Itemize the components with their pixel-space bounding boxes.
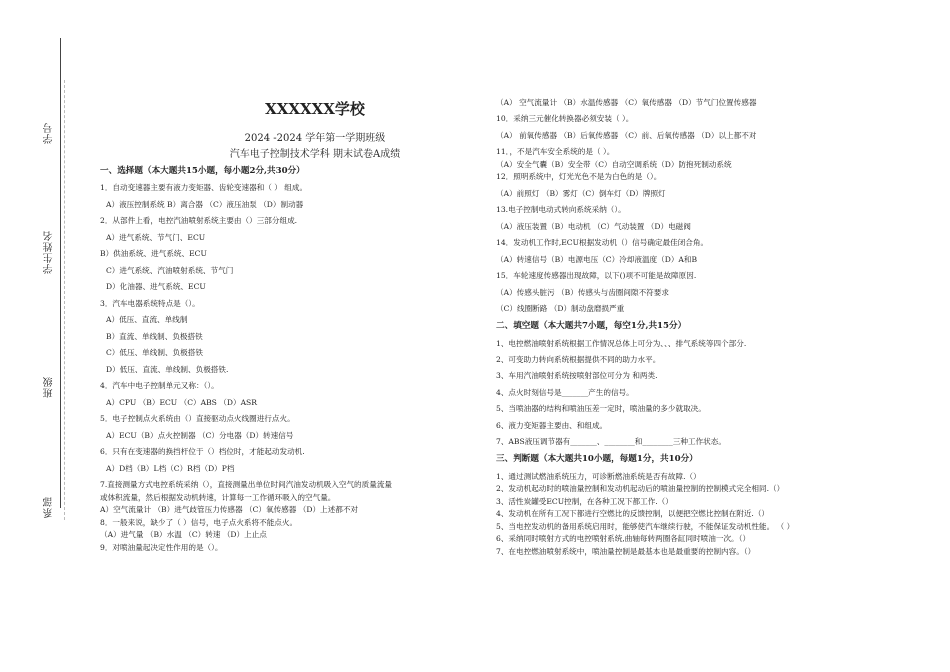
- question-line: 或体积流量，然后根据发动机转速，计算每一工作循环吸入的空气量。: [100, 492, 336, 502]
- question-line: 7.直接测量方式电控系统采纳（），直接测量出单位时间汽油发动机吸入空气的质量流量: [100, 480, 393, 490]
- question-line: 14．发动机工作时,ECU根据发动机（）信号确定最佳闭合角。: [496, 238, 709, 248]
- question-line: 1、电控燃油喷射系统根据工作情况总体上可分为、、、排气系统等四个部分.: [496, 338, 747, 348]
- question-line: B）直流、单线制、负极搭铁: [106, 331, 203, 341]
- question-line: C）进气系统、汽油喷射系统、节气门: [106, 265, 234, 275]
- question-line: D）低压、直流、单线制、负极搭铁.: [106, 364, 229, 374]
- question-line: B）供油系统、进气系统、ECU: [100, 249, 207, 259]
- question-line: 1．自动变速器主要有液力变矩器、齿轮变速器和（ ） 组成。: [100, 183, 308, 193]
- question-line: 9．对喷油量起决定性作用的是（）。: [100, 542, 223, 552]
- question-line: （A）液压装置（B）电动机 （C）气动装置 （D）电磁阀: [496, 221, 691, 231]
- question-line: 5、当电控发动机的备用系统启用时，能够使汽车继续行驶，不能保证发动机性能。 （ ）: [496, 521, 795, 531]
- question-line: A）空气流量计 （B）进气歧管压力传感器 （C）氧传感器 （D）上述都不对: [100, 505, 359, 515]
- class-label: 班级: [44, 376, 55, 398]
- term-line: 2024 -2024 学年第一学期班级: [244, 132, 386, 144]
- question-line: （A）进气量 （B）水温 （C）转速 （D）上止点: [100, 530, 267, 540]
- question-line: （A） 空气流量计 （B）水温传感器 （C）氧传感器 （D）节气门位置传感器: [496, 98, 757, 107]
- right-question-list: [496, 98, 926, 556]
- question-line: 8．一般来说，缺少了（ ）信号，电子点火系将不能点火。: [100, 517, 298, 527]
- question-line: 3．汽车电器系统特点是（）。: [100, 298, 200, 308]
- question-line: 4．汽车中电子控制单元又称：（）。: [100, 381, 219, 391]
- question-line: （A）安全气囊（B）安全带（C）自动空调系统（D）防抱死制动系统: [496, 159, 732, 169]
- question-line: A）液压控制系统 B）离合器 （C）液压油泵 （D）制动器: [106, 199, 304, 209]
- question-line: 5．电子控制点火系统由（）直接驱动点火线圈进行点火。: [100, 414, 295, 424]
- question-line: 6、液力变矩器主要由、和组成。: [496, 420, 608, 430]
- question-line: A）D档（B）L档（C）R档（D）P档: [106, 463, 235, 473]
- question-line: C）低压、单线制、负极搭铁: [106, 348, 203, 358]
- question-line: 11．，不是汽车安全系统的是（ ）。: [496, 147, 615, 157]
- question-line: （A）传感头脏污 （B）传感头与齿圈间隙不符要求: [496, 287, 669, 297]
- question-line: 7、在电控燃油喷射系统中，喷油量控制是最基本也是最重要的控制内容。（）: [496, 546, 756, 556]
- question-line: 10．采纳三元催化转换器必须安装（ ）。: [496, 114, 634, 124]
- question-line: A）ECU（B）点火控制器 （C）分电器（D）转速信号: [106, 430, 294, 440]
- left-question-list: [100, 166, 490, 552]
- question-line: 2、发动机起动时的喷油量控制和发动机起动后的喷油量控制的控制模式完全相同.（）: [496, 484, 785, 494]
- question-line: （C）线圈断路 （D）制动盘磨损严重: [496, 304, 625, 314]
- question-line: 4、发动机在所有工况下都进行空燃比的反馈控制，以便把空燃比控制在附近.（）: [496, 509, 770, 519]
- student-id-label: 学号: [44, 122, 55, 144]
- binding-line: [60, 38, 61, 508]
- department-label: 系部: [44, 496, 55, 518]
- question-line: 3、车用汽油喷射系统按喷射部位可分为 和两类.: [496, 371, 658, 381]
- question-line: 3、活性炭罐受ECU控制，在各种工况下都工作.（）: [496, 496, 673, 506]
- student-name-label: 学生姓名: [44, 230, 55, 274]
- question-line: A）进气系统、节气门、ECU: [106, 232, 206, 242]
- question-line: 4、点火时刻信号是_______产生的信号。: [496, 387, 634, 397]
- school-title: XXXXXX学校: [265, 100, 365, 118]
- question-line: 6、采纳同时喷射方式的电控喷射系统,曲轴每转两圈各缸同时喷油一次。（）: [496, 534, 751, 544]
- question-line: 6．只有在变速器的换挡杆位于（）档位时，才能起动发动机.: [100, 447, 305, 457]
- question-line: A）低压、直流、单线制: [106, 315, 188, 325]
- question-line: D）化油器、进气系统、ECU: [106, 282, 206, 292]
- binding-margin: [0, 0, 80, 672]
- question-line: 7、ABS液压调节器有_______、________和________三种工作状态。: [496, 437, 726, 447]
- question-line: （A） 前氧传感器 （B）后氧传感器 （C）前、后氧传感器 （D）以上都不对: [496, 130, 757, 140]
- question-line: 12．照明系统中，灯光光色不是为白色的是（）。: [496, 172, 662, 182]
- question-line: 13.电子控制电动式转向系统采纳（）。: [496, 205, 626, 215]
- question-line: 5、当喷油器的结构和喷油压差一定时，喷油量的多少就取决。: [496, 404, 706, 414]
- cut-line: [64, 80, 65, 520]
- section-heading: 三、判断题（本大题共10小题，每题1分，共10分）: [496, 453, 698, 464]
- question-line: （A）转速信号（B）电源电压（C）冷却液温度（D）A和B: [496, 254, 698, 264]
- question-line: 2、可变助力转向系统根据提供不同的助力水平。: [496, 355, 661, 364]
- left-column: [100, 100, 490, 559]
- question-line: 2．从部件上看，电控汽油喷射系统主要由（）三部分组成.: [100, 216, 298, 226]
- question-line: 1、通过测试燃油系统压力，可诊断燃油系统是否有故障.（）: [496, 471, 701, 481]
- right-column: [496, 98, 926, 559]
- section-heading: 二、填空题（本大题共7小题，每空1分,共15分）: [496, 320, 687, 331]
- question-line: 15．车轮速度传感器出现故障，以下()项不可能是故障原因.: [496, 271, 697, 281]
- question-line: （A）前照灯 （B）雾灯（C）倒车灯（D）牌照灯: [496, 188, 666, 198]
- subject-line: 汽车电子控制技术学科 期末试卷A成绩: [229, 149, 401, 161]
- question-line: A）CPU （B）ECU （C）ABS （D）ASR: [106, 397, 257, 407]
- section-heading: 一、选择题（本大题共15小题，每小题2分,共30分）: [100, 165, 305, 176]
